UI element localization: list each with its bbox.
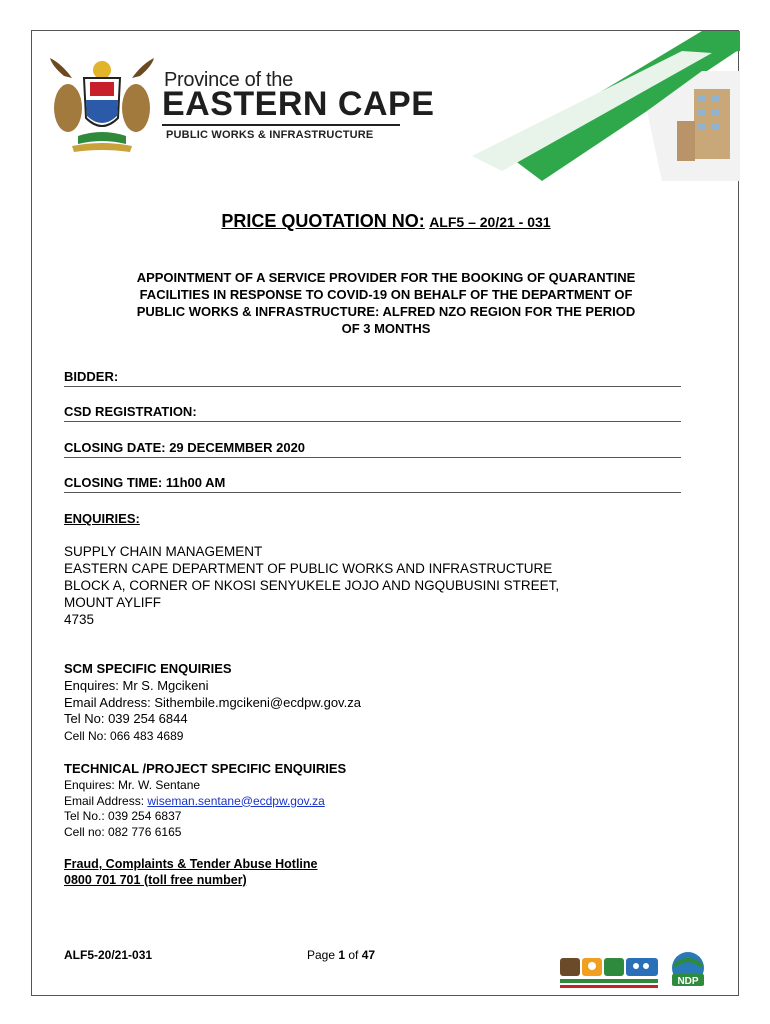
- closing-date-field: CLOSING DATE: 29 DECEMMBER 2020: [64, 440, 681, 458]
- province-name: EASTERN CAPE: [162, 85, 435, 123]
- technical-details: [64, 778, 325, 840]
- technical-email-label: Email Address:: [64, 793, 148, 808]
- epwp-logo-icon: [558, 956, 662, 990]
- subject-line: APPOINTMENT OF A SERVICE PROVIDER FOR THE BOOKING OF QUARANTINE: [136, 270, 636, 285]
- header-banner-graphic: [462, 31, 740, 181]
- header-divider: [162, 124, 400, 126]
- address-line: 4735: [64, 612, 95, 627]
- address-line: EASTERN CAPE DEPARTMENT OF PUBLIC WORKS AND INFRASTRUCTURE: [64, 561, 553, 576]
- closing-time-field: CLOSING TIME: 11h00 AM: [64, 475, 681, 493]
- scm-heading: SCM SPECIFIC ENQUIRIES: [64, 661, 232, 676]
- quotation-label: PRICE QUOTATION NO:: [221, 211, 425, 231]
- ndp-label: NDP: [677, 976, 699, 987]
- address-line: BLOCK A, CORNER OF NKOSI SENYUKELE JOJO AND NGQUBUSINI STREET,: [64, 578, 560, 593]
- fraud-hotline: [64, 857, 318, 888]
- quotation-number: ALF5 – 20/21 - 031: [429, 214, 551, 230]
- bidder-field: BIDDER:: [64, 369, 681, 387]
- scm-email: Email Address: Sithembile.mgcikeni@ecdpw.gov.za: [64, 694, 361, 710]
- quotation-title: [32, 211, 740, 232]
- hotline-number: 0800 701 701 (toll free number): [64, 872, 247, 887]
- csd-registration-field: CSD REGISTRATION:: [64, 404, 681, 422]
- enquiries-heading: ENQUIRIES:: [64, 511, 140, 526]
- technical-email: [64, 794, 325, 810]
- technical-heading: TECHNICAL /PROJECT SPECIFIC ENQUIRIES: [64, 761, 347, 776]
- page-of: of: [345, 948, 362, 962]
- page-indicator: [307, 948, 375, 962]
- technical-cell: Cell no: 082 776 6165: [64, 824, 182, 839]
- page-total: 47: [361, 948, 376, 962]
- quotation-subject: [62, 269, 710, 337]
- hotline-title: Fraud, Complaints & Tender Abuse Hotline: [64, 857, 318, 871]
- document-page: [31, 30, 739, 996]
- page-number: 1: [338, 948, 346, 962]
- address-line: MOUNT AYLIFF: [64, 595, 162, 610]
- scm-cell: Cell No: 066 483 4689: [64, 728, 184, 743]
- address-line: SUPPLY CHAIN MANAGEMENT: [64, 544, 263, 559]
- scm-tel: Tel No: 039 254 6844: [64, 711, 188, 726]
- page-prefix: Page: [307, 948, 339, 962]
- subject-line: FACILITIES IN RESPONSE TO COVID-19 ON BEHALF OF THE DEPARTMENT OF: [139, 287, 633, 302]
- scm-enquires: Enquires: Mr S. Mgcikeni: [64, 678, 209, 693]
- technical-enquires: Enquires: Mr. W. Sentane: [64, 778, 201, 792]
- enquiries-address: [64, 543, 559, 628]
- ndp-logo-icon: [668, 950, 708, 990]
- department-name: PUBLIC WORKS & INFRASTRUCTURE: [166, 129, 374, 141]
- scm-details: [64, 678, 361, 744]
- technical-tel: Tel No.: 039 254 6837: [64, 809, 182, 823]
- technical-email-link[interactable]: wiseman.sentane@ecdpw.gov.za: [147, 793, 325, 808]
- subject-line: PUBLIC WORKS & INFRASTRUCTURE: ALFRED NZO REGION FOR THE PERIOD: [136, 304, 636, 319]
- coat-of-arms-icon: [42, 56, 162, 156]
- province-line: Province of the: [164, 69, 293, 91]
- subject-line: OF 3 MONTHS: [341, 321, 431, 336]
- document-reference: ALF5-20/21-031: [64, 948, 153, 962]
